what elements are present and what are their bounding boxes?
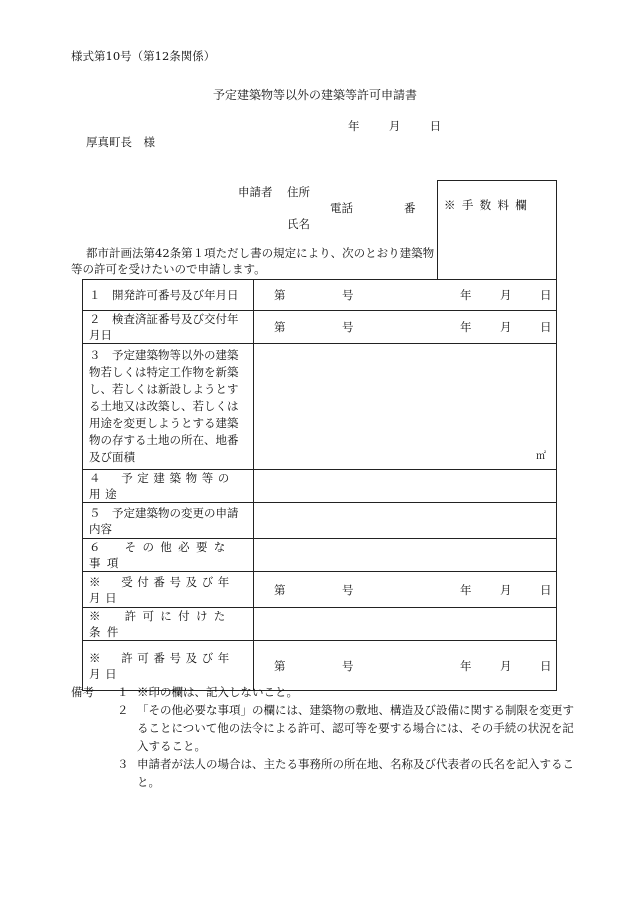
day-label: 日	[540, 320, 552, 334]
table-row	[83, 539, 557, 572]
row-label: ※ 許可番号及び年月日	[83, 641, 254, 691]
addressee: 厚真町長 様	[86, 135, 155, 149]
month-label: 月	[500, 288, 512, 302]
note-number: １	[117, 685, 129, 699]
phone-number-suffix: 番	[404, 201, 416, 215]
form-number: 様式第10号（第12条関係）	[71, 49, 216, 63]
day-label: 日	[540, 658, 552, 673]
year-label: 年	[460, 320, 472, 334]
table-row	[83, 572, 557, 608]
fee-box-label: ※手数料欄	[444, 198, 534, 212]
month-label: 月	[500, 582, 512, 597]
dai-label: 第	[274, 582, 286, 597]
row-value[interactable]	[254, 572, 557, 608]
row-value[interactable]	[254, 280, 557, 311]
go-label: 号	[342, 658, 354, 673]
applicant-label: 申請者	[238, 185, 273, 199]
date-line	[348, 118, 441, 134]
go-label: 号	[342, 288, 354, 302]
note-number: ２	[117, 703, 129, 717]
row-label: １ 開発許可番号及び年月日	[83, 280, 254, 311]
year-label: 年	[460, 582, 472, 597]
table-row	[83, 608, 557, 641]
row-label: ※ 許可に付けた条件	[83, 608, 254, 641]
row-label: ※ 受付番号及び年月日	[83, 572, 254, 608]
note-item	[71, 701, 576, 755]
application-statement: 都市計画法第42条第１項ただし書の規定により、次のとおり建築物等の許可を受けたいので申請します。	[71, 246, 435, 276]
row-label: ６ その他必要な事項	[83, 539, 254, 572]
table-row	[83, 344, 557, 470]
row-value[interactable]	[254, 344, 557, 470]
note-text: 「その他必要な事項」の欄には、建築物の敷地、構造及び設備に関する制限を変更することについて他の法令による許可、認可等を要する場合には、その手続の状況を記入すること。	[137, 703, 574, 753]
name-label: 氏名	[287, 217, 310, 231]
row-value[interactable]	[254, 539, 557, 572]
date-day: 日	[429, 119, 442, 133]
month-label: 月	[500, 320, 512, 334]
note-text: ※印の欄は、記入しないこと。	[137, 685, 298, 699]
year-label: 年	[460, 288, 472, 302]
go-label: 号	[342, 320, 354, 334]
document-title: 予定建築物等以外の建築等許可申請書	[212, 88, 417, 102]
row-value[interactable]	[254, 503, 557, 539]
table-row	[83, 470, 557, 503]
row-label: ３ 予定建築物等以外の建築物若しくは特定工作物を新築し、若しくは新設しようとする土地又は改築し、若しくは用途を変更しようとする建築物の存する土地の所在、地番及び面積	[83, 344, 254, 470]
go-label: 号	[342, 582, 354, 597]
phone-label: 電話	[330, 201, 353, 215]
day-label: 日	[540, 582, 552, 597]
row-value[interactable]	[254, 608, 557, 641]
dai-label: 第	[274, 288, 286, 302]
date-year: 年	[348, 119, 360, 133]
table-row	[83, 503, 557, 539]
notes-section	[71, 683, 576, 791]
row-label: ４ 予定建築物等の用途	[83, 470, 254, 503]
fee-box	[437, 180, 557, 280]
row-label: ２ 検査済証番号及び交付年月日	[83, 311, 254, 344]
day-label: 日	[540, 288, 552, 302]
application-table	[82, 279, 557, 691]
year-label: 年	[460, 658, 472, 673]
table-row	[83, 280, 557, 311]
month-label: 月	[500, 658, 512, 673]
row-label: ５ 予定建築物の変更の申請内容	[83, 503, 254, 539]
dai-label: 第	[274, 320, 286, 334]
date-month: 月	[388, 119, 401, 133]
note-item	[71, 755, 576, 791]
note-text: 申請者が法人の場合は、主たる事務所の所在地、名称及び代表者の氏名を記入すること。	[137, 757, 574, 789]
notes-heading: 備考	[71, 685, 94, 699]
dai-label: 第	[274, 658, 286, 673]
note-item	[71, 683, 576, 701]
note-number: ３	[117, 757, 129, 771]
row-value[interactable]	[254, 311, 557, 344]
address-label: 住所	[287, 185, 310, 199]
table-row	[83, 311, 557, 344]
row-value[interactable]	[254, 470, 557, 503]
area-unit: ㎡	[536, 451, 546, 462]
